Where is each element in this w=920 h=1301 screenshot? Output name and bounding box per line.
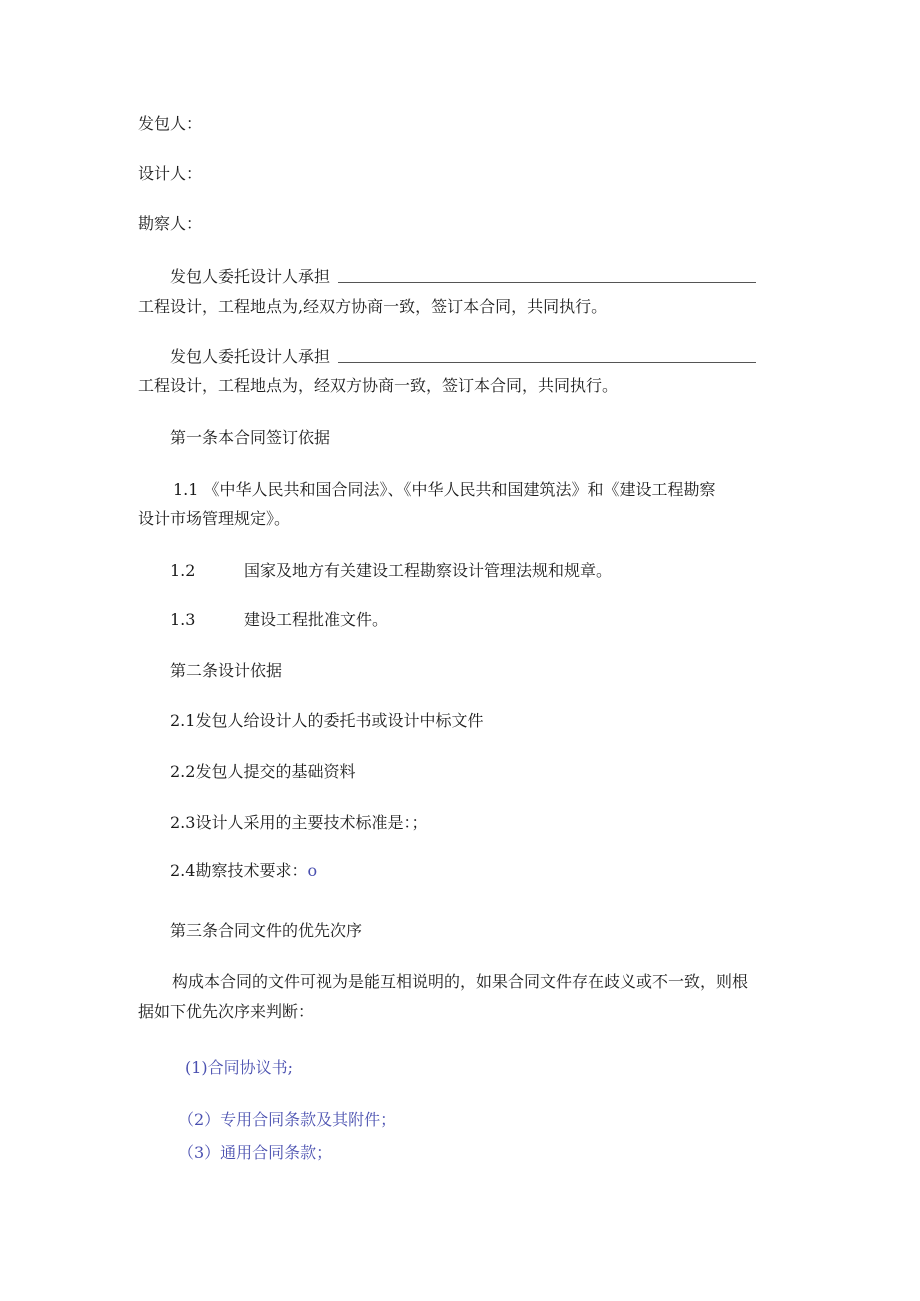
article-1-title: 第一条本合同签订依据 — [170, 428, 331, 447]
article-1-item-2 — [170, 558, 612, 584]
fill-in-blank-line — [338, 282, 756, 283]
intro-paragraph-2-line-1 — [170, 344, 756, 370]
article-1-item-3-text: 建设工程批准文件。 — [244, 610, 389, 629]
article-2-item-2: 2.2发包人提交的基础资料 — [170, 762, 356, 781]
fill-in-blank-line — [338, 362, 756, 363]
article-3-body-line-1: 构成本合同的文件可视为是能互相说明的，如果合同文件存在歧义或不一致，则根 — [172, 972, 749, 991]
article-1-item-1-line-1: 1.1 《中华人民共和国合同法》、《中华人民共和国建筑法》和《建设工程勘察 — [173, 480, 716, 499]
article-3-body-line-2: 据如下优先次序来判断： — [138, 1002, 315, 1021]
intro-paragraph-2-line-2: 工程设计，工程地点为，经双方协商一致，签订本合同，共同执行。 — [138, 376, 619, 395]
priority-item-1: (1)合同协议书; — [185, 1058, 294, 1077]
article-1-item-2-number: 1.2 — [170, 561, 196, 580]
intro-paragraph-1-line-1 — [170, 264, 756, 290]
article-2-item-4-text: 2.4勘察技术要求： — [170, 861, 308, 880]
article-1-item-3-number: 1.3 — [170, 610, 196, 629]
article-2-item-4-mark: o — [307, 861, 318, 880]
article-2-item-4 — [170, 858, 317, 884]
article-1-item-3 — [170, 607, 388, 633]
article-1-item-2-text: 国家及地方有关建设工程勘察设计管理法规和规章。 — [244, 561, 613, 580]
article-3-title: 第三条合同文件的优先次序 — [170, 921, 363, 940]
surveyor-label: 勘察人： — [138, 214, 203, 233]
article-1-item-1-line-2: 设计市场管理规定》。 — [138, 509, 291, 528]
priority-item-2: （2）专用合同条款及其附件； — [178, 1110, 397, 1129]
intro-paragraph-1-line-2: 工程设计，工程地点为,经双方协商一致，签订本合同，共同执行。 — [138, 297, 608, 316]
employer-label: 发包人： — [138, 114, 203, 133]
article-2-title: 第二条设计依据 — [170, 661, 283, 680]
article-2-item-1: 2.1发包人给设计人的委托书或设计中标文件 — [170, 711, 484, 730]
intro-paragraph-1-text: 发包人委托设计人承担 — [170, 267, 331, 286]
priority-item-3: （3）通用合同条款； — [178, 1143, 333, 1162]
designer-label: 设计人： — [138, 164, 203, 183]
intro-paragraph-2-text: 发包人委托设计人承担 — [170, 347, 331, 366]
article-2-item-3: 2.3设计人采用的主要技术标准是：； — [170, 813, 428, 832]
